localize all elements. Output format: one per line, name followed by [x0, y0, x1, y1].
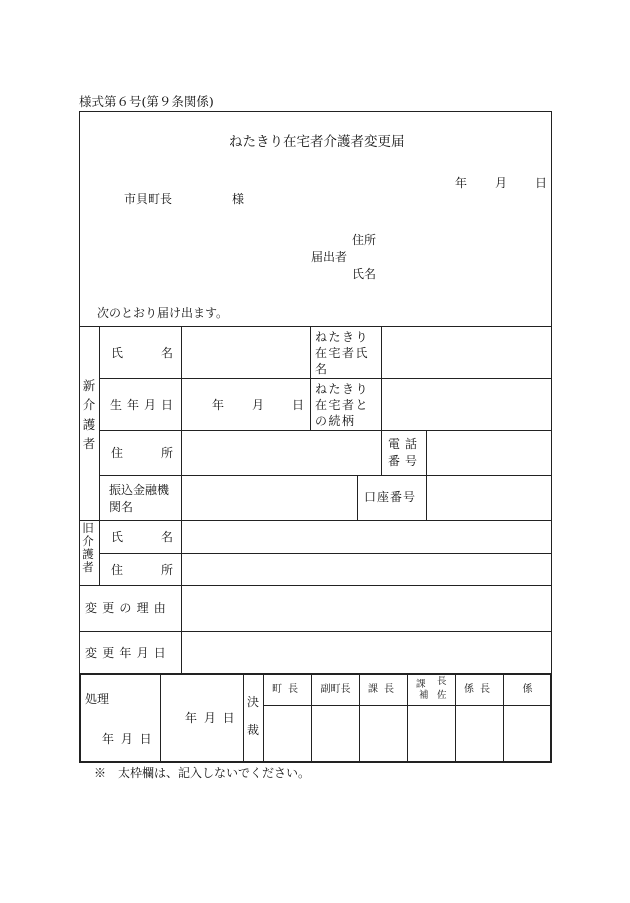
addressee: 市貝町長 — [124, 192, 173, 206]
stamp-box-section-chief[interactable] — [360, 706, 407, 762]
relation-label: ねたきり 在宅者と の続柄 — [315, 382, 370, 429]
change-reason-field[interactable] — [182, 586, 551, 630]
relation-field[interactable] — [382, 379, 551, 429]
stamp-box-vice-mayor[interactable] — [312, 706, 359, 762]
stamp-box-mayor[interactable] — [264, 706, 311, 762]
date-day[interactable]: 日 — [535, 176, 548, 190]
old-name-field[interactable] — [182, 521, 551, 552]
name-label: 氏 名 — [111, 346, 173, 360]
stamp-header-mayor: 町長 — [272, 684, 304, 695]
address-label: 住 所 — [111, 446, 173, 460]
patient-name-field[interactable] — [382, 327, 551, 377]
birth-year[interactable]: 年 — [212, 398, 225, 412]
stamp-box-deputy-chief[interactable] — [408, 706, 455, 762]
stamp-header-subsection-chief: 係長 — [464, 684, 496, 695]
stamp-header-deputy-chief: 課 長 補 佐 — [416, 676, 447, 701]
phone-label: 電話 番号 — [388, 437, 423, 469]
stamp-header-staff: 係 — [522, 684, 533, 695]
bank-field[interactable] — [182, 476, 356, 519]
honorific: 様 — [232, 192, 245, 206]
applicant-name-label: 氏名 — [352, 267, 377, 281]
birth-label: 生年月日 — [110, 398, 179, 412]
old-caregiver-label: 旧 介 護 者 — [82, 521, 94, 574]
stamp-box-subsection-chief[interactable] — [456, 706, 503, 762]
account-label: 口座番号 — [364, 490, 417, 504]
stamp-box-staff[interactable] — [504, 706, 551, 762]
applicant-address-label: 住所 — [352, 233, 377, 247]
processing-label: 処理 — [85, 692, 110, 706]
phone-field[interactable] — [427, 431, 551, 474]
new-name-field[interactable] — [182, 327, 309, 377]
approval-label: 決 裁 — [246, 695, 259, 737]
date-month[interactable]: 月 — [495, 176, 508, 190]
change-date-field[interactable] — [182, 632, 551, 673]
stamp-header-section-chief: 課長 — [368, 684, 400, 695]
new-caregiver-label: 新 介 護 者 — [82, 378, 96, 452]
change-date-label: 変更年月日 — [85, 646, 172, 660]
birth-day[interactable]: 日 — [292, 398, 305, 412]
processing-date: 年 月 日 — [102, 732, 152, 746]
old-name-label: 氏 名 — [111, 530, 173, 544]
decision-date: 年 月 日 — [185, 711, 235, 725]
date-year[interactable]: 年 — [455, 176, 468, 190]
old-address-field[interactable] — [182, 554, 551, 584]
intro-text: 次のとおり届け出ます。 — [97, 306, 229, 320]
patient-name-label: ねたきり 在宅者氏 名 — [315, 330, 370, 377]
stamp-header-vice-mayor: 副町長 — [320, 684, 351, 695]
account-field[interactable] — [427, 476, 551, 519]
old-address-label: 住 所 — [111, 563, 173, 577]
footnote: ※ 太枠欄は、記入しないでください。 — [94, 766, 311, 780]
new-address-field[interactable] — [182, 431, 380, 474]
change-reason-label: 変更の理由 — [85, 601, 172, 615]
form-number: 様式第６号(第９条関係) — [79, 94, 214, 109]
bank-label: 振込金融機 関名 — [109, 483, 170, 514]
form-title: ねたきり在宅者介護者変更届 — [229, 134, 405, 150]
birth-month[interactable]: 月 — [252, 398, 265, 412]
applicant-label: 届出者 — [311, 250, 348, 264]
